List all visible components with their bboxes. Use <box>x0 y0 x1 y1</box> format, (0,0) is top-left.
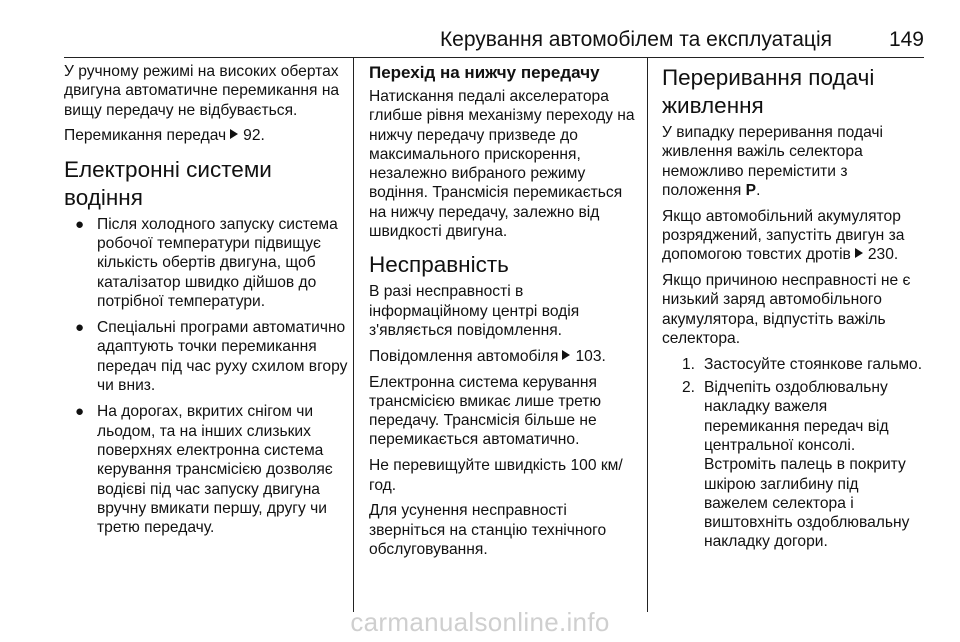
column-3 <box>662 62 924 556</box>
section-heading: Несправність <box>369 252 509 278</box>
paragraph-with-ref: Повідомлення автомобіля 103. <box>369 347 606 365</box>
paragraph: Для усунення несправності зверніться на станцію технічного обслуговування. <box>369 502 607 558</box>
page-ref[interactable]: 230. <box>867 246 899 264</box>
paragraph: Натискання педалі акселератора глибше рівня механізму переходу на нижчу передачу призведе до максимального прискорення, незалежно вибраного режиму водіння. Трансмісія перемикається на нижчу передачу, залежно від швидкості двигуна. <box>369 88 635 241</box>
column-2 <box>369 62 637 566</box>
column-divider-2 <box>647 57 648 612</box>
watermark: carmanualsonline.info <box>350 607 610 637</box>
paragraph-with-ref: Перемикання передач 92. <box>64 127 265 145</box>
page-ref[interactable]: 103. <box>575 347 606 365</box>
numbered-list <box>662 355 924 552</box>
paragraph: Електронна система керування трансмісією вмикає лише третю передачу. Трансмісія більше не перемикається автоматично. <box>369 373 602 449</box>
section-heading: Електронні системи водіння <box>64 156 272 210</box>
running-header: Керування автомобілем та експлуатація <box>439 28 832 51</box>
list-item: 2. Відчепіть оздоблювальну накладку важеля перемикання передач від центральної консолі. Встроміть палець в покриту шкірою заглибину під важелем селектора і виштовхніть оздоблювальну накладку догори. <box>682 379 910 551</box>
subsection-heading: Перехід на нижчу передачу <box>369 63 600 82</box>
page-ref-arrow-icon <box>855 248 863 258</box>
paragraph: У випадку переривання подачі живлення важіль селектора неможливо перемістити з положення P. <box>662 124 883 199</box>
page-number: 149 <box>888 28 924 51</box>
bullet-icon: ● <box>75 319 85 337</box>
page-ref-arrow-icon <box>562 350 570 360</box>
bullet-icon: ● <box>75 403 85 421</box>
column-divider-1 <box>353 57 354 612</box>
paragraph-with-ref: Якщо автомобільний акумулятор розряджений, запустіть двигун за допомогою товстих дротів 230. <box>662 207 905 264</box>
paragraph: В разі несправності в інформаційному центрі водія з'являється повідомлення. <box>369 283 580 339</box>
selector-position: P <box>745 181 757 199</box>
list-item: 1. Застосуйте стоянкове гальмо. <box>682 355 923 373</box>
bullet-item: ● Після холодного запуску система робочої температури підвищує кількість обертів двигуна, щоб каталізатор швидко дійшов до потрібної температури. <box>75 215 338 310</box>
bullet-item: ● Спеціальні програми автоматично адаптують точки перемикання передач під час руху схилом вгору чи вниз. <box>75 319 348 395</box>
paragraph: Не перевищуйте швидкість 100 км/год. <box>369 457 623 494</box>
header-rule <box>64 57 924 58</box>
page-ref-arrow-icon <box>230 129 238 139</box>
bullet-icon: ● <box>75 215 85 233</box>
section-heading: Переривання подачі живлення <box>662 65 875 118</box>
paragraph: У ручному режимі на високих обертах двигуна автоматичне перемикання на вищу передачу не відбувається. <box>64 63 340 119</box>
paragraph: Якщо причиною несправності не є низький заряд автомобільного акумулятора, відпустіть важіль селектора. <box>662 272 911 347</box>
bullet-item: ● На дорогах, вкритих снігом чи льодом, та на інших слизьких поверхнях електронна система керування трансмісією дозволяє водієві під час запуску двигуна вручну вмикати першу, другу чи третю передачу. <box>75 403 333 537</box>
page-ref[interactable]: 92. <box>243 127 265 145</box>
bullet-list <box>64 215 349 538</box>
column-1 <box>64 62 349 544</box>
